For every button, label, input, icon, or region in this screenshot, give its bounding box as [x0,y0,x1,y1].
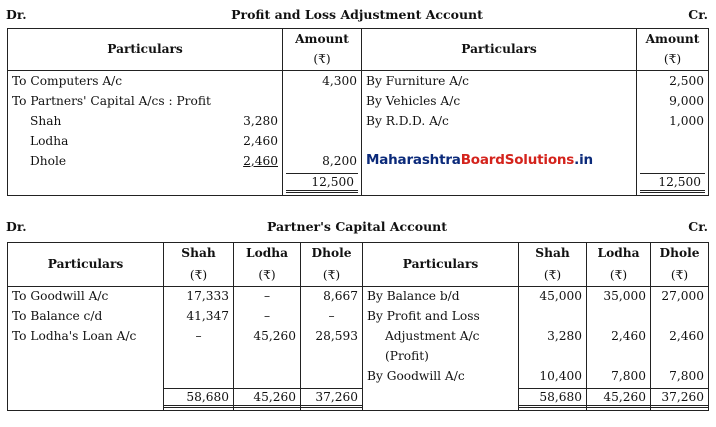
pl-furniture-amount: 2,500 [637,71,709,92]
cap-pl-dhole: 2,460 [651,327,709,347]
pl-vehicles-label: By Vehicles A/c [362,92,637,112]
cap-pl-shah: 3,280 [519,327,587,347]
watermark-part3: .in [574,152,593,168]
cap-goodwill-dr-shah: 17,333 [164,287,234,307]
cap-total-cr-shah: 58,680 [519,388,586,408]
pl-cr-particulars-header: Particulars [362,29,637,71]
pl-cr-unit: (₹) [637,50,709,71]
cap-loan-label: To Lodha's Loan A/c [8,327,164,347]
pl-shah-amount: 3,280 [215,112,283,132]
cap-goodwill-dr-label: To Goodwill A/c [8,287,164,307]
cap-goodwill-dr-dhole: 8,667 [301,287,363,307]
cap-goodwill-cr-label: By Goodwill A/c [363,367,519,387]
cap-goodwill-cr-shah: 10,400 [519,367,587,387]
cap-loan-lodha: 45,260 [234,327,301,347]
pl-shah-label: Shah [8,112,215,132]
cap-dr-label: Dr. [6,218,27,234]
pl-rdd-amount: 1,000 [637,112,709,132]
pl-vehicles-amount: 9,000 [637,92,709,112]
cap-dr-lodha-unit: (₹) [234,265,301,287]
pl-title-row [6,4,708,24]
pl-lodha-label: Lodha [8,132,215,152]
cap-balance-cd-label: To Balance c/d [8,307,164,327]
cap-total-dr-lodha: 45,260 [234,388,300,408]
cap-goodwill-cr-dhole: 7,800 [651,367,709,387]
watermark-part2: BoardSolutions [460,152,575,168]
cap-balance-bd-shah: 45,000 [519,287,587,307]
pl-rdd-label: By R.D.D. A/c [362,112,637,132]
watermark [366,152,593,168]
cap-dr-shah-header: Shah [164,243,234,265]
cap-total-cr-lodha: 45,260 [587,388,650,408]
cap-balance-bd-label: By Balance b/d [363,287,519,307]
cap-balance-bd-dhole: 27,000 [651,287,709,307]
pl-dr-unit: (₹) [283,50,362,71]
pl-dhole-label: Dhole [8,152,215,172]
cap-cr-shah-header: Shah [519,243,587,265]
cap-balance-cd-lodha: – [234,307,301,327]
cap-total-dr-dhole: 37,260 [301,388,362,408]
cap-goodwill-dr-lodha: – [234,287,301,307]
cap-cr-shah-unit: (₹) [519,265,587,287]
pl-dhole-amount: 2,460 [243,154,279,168]
watermark-part1: Maharashtra [366,152,461,168]
cap-cr-lodha-header: Lodha [587,243,651,265]
pl-dr-label: Dr. [6,6,27,22]
pl-cr-label: Cr. [688,6,708,22]
cap-balance-cd-shah: 41,347 [164,307,234,327]
cap-pl-lodha: 2,460 [587,327,651,347]
cap-title: Partner's Capital Account [266,218,448,234]
cap-goodwill-cr-lodha: 7,800 [587,367,651,387]
cap-balance-bd-lodha: 35,000 [587,287,651,307]
cap-title-row [6,216,708,236]
pl-furniture-label: By Furniture A/c [362,71,637,92]
pl-partners-total: 8,200 [283,152,362,172]
cap-dr-lodha-header: Lodha [234,243,301,265]
cap-cr-label: Cr. [688,218,708,234]
cap-pl-label-3: (Profit) [363,347,519,367]
cap-cr-dhole-header: Dhole [651,243,709,265]
pl-title: Profit and Loss Adjustment Account [231,6,483,22]
cap-cr-dhole-unit: (₹) [651,265,709,287]
cap-dr-particulars-header: Particulars [8,243,164,287]
pl-lodha-amount: 2,460 [215,132,283,152]
cap-total-dr-shah: 58,680 [164,388,233,408]
pl-total-dr: 12,500 [286,173,358,193]
cap-dr-dhole-unit: (₹) [301,265,363,287]
pl-partners-label: To Partners' Capital A/cs : Profit [8,92,283,112]
cap-loan-shah: – [164,327,234,347]
cap-dr-shah-unit: (₹) [164,265,234,287]
cap-balance-cd-dhole: – [301,307,363,327]
cap-cr-lodha-unit: (₹) [587,265,651,287]
pl-computers-label: To Computers A/c [8,71,283,92]
capital-table [7,242,709,411]
pl-cr-amount-header: Amount [637,29,709,50]
pl-computers-amount: 4,300 [283,71,362,92]
cap-pl-label-1: By Profit and Loss [363,307,519,327]
cap-total-cr-dhole: 37,260 [651,388,708,408]
cap-cr-particulars-header: Particulars [363,243,519,287]
cap-dr-dhole-header: Dhole [301,243,363,265]
pl-adjustment-table [7,28,709,196]
cap-loan-dhole: 28,593 [301,327,363,347]
pl-dr-particulars-header: Particulars [8,29,283,71]
pl-total-cr: 12,500 [640,173,705,193]
cap-pl-label-2: Adjustment A/c [363,327,519,347]
pl-dr-amount-header: Amount [283,29,362,50]
